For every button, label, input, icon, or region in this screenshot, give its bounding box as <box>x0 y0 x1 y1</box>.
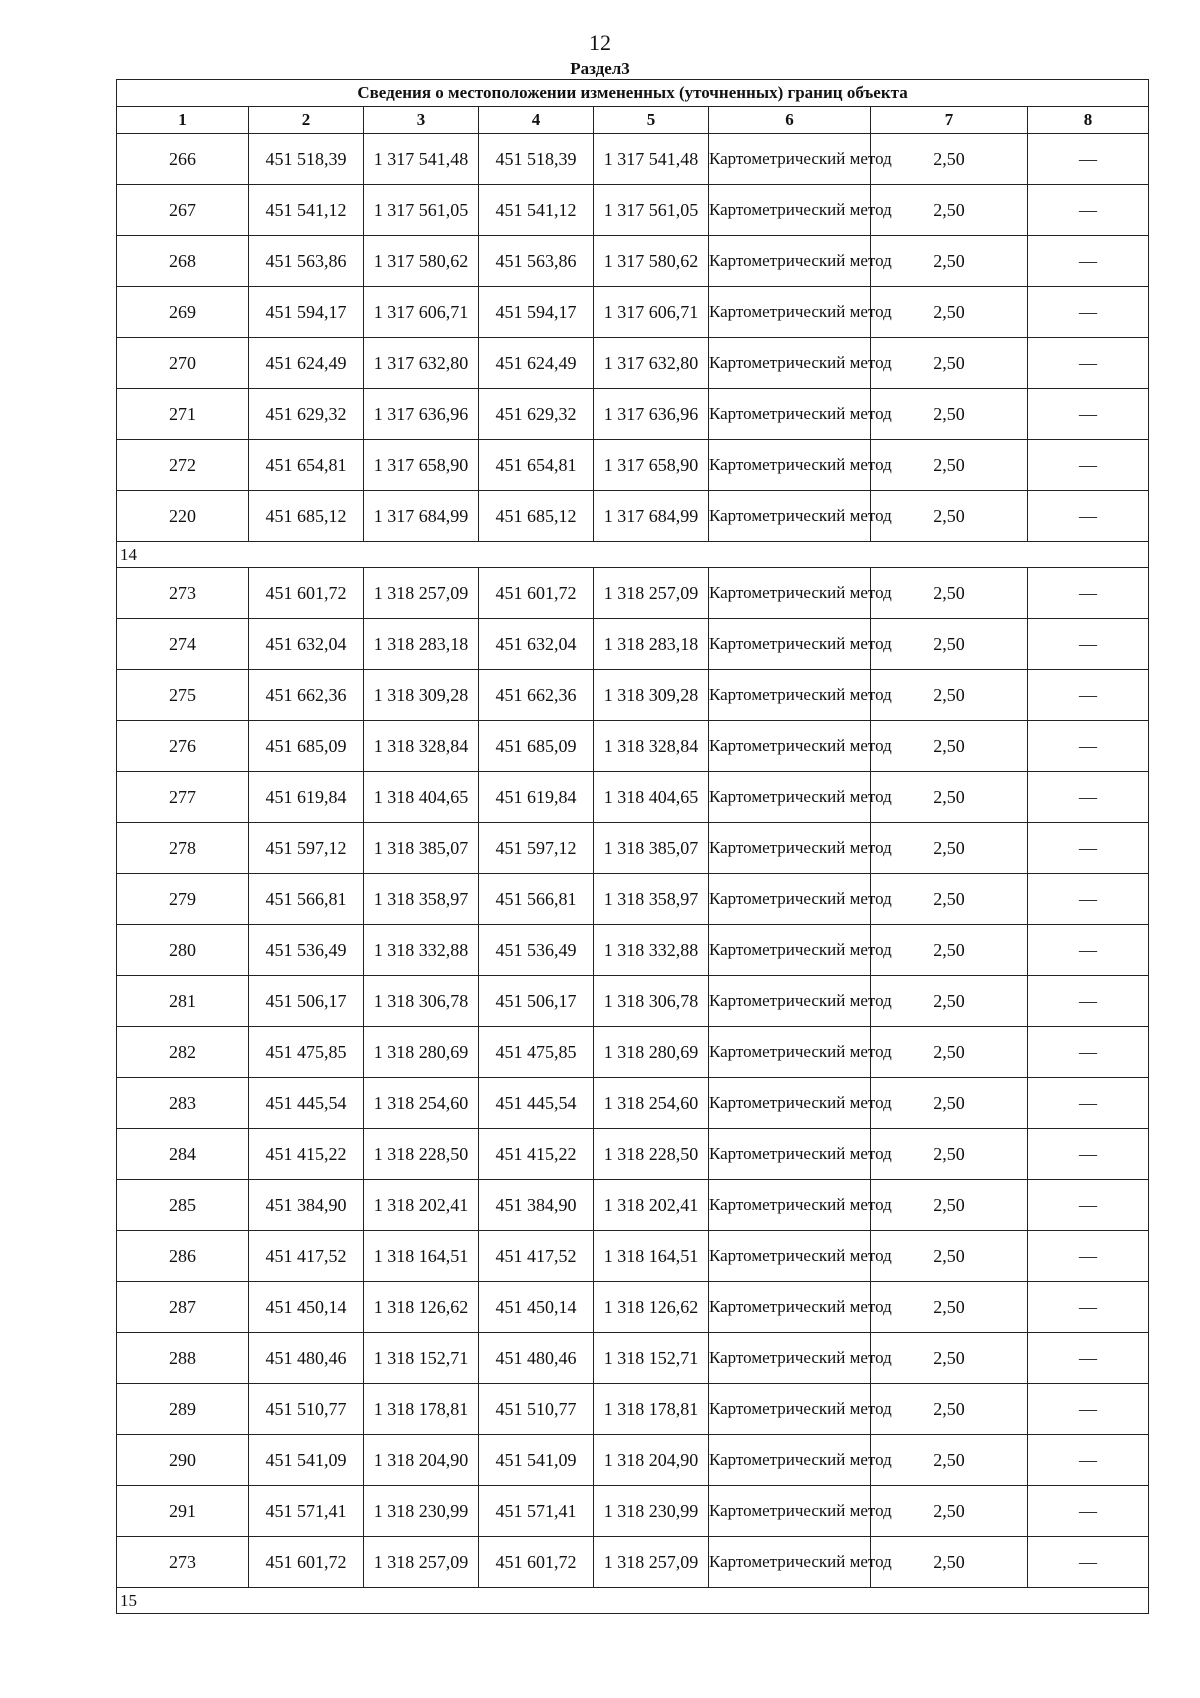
y-new-cell: 1 318 328,84 <box>594 721 709 772</box>
y-old-cell: 1 318 257,09 <box>364 1537 479 1588</box>
x-new-cell: 451 601,72 <box>479 568 594 619</box>
accuracy-cell: 2,50 <box>871 440 1028 491</box>
y-new-cell: 1 318 385,07 <box>594 823 709 874</box>
y-new-cell: 1 317 561,05 <box>594 185 709 236</box>
y-old-cell: 1 318 202,41 <box>364 1180 479 1231</box>
accuracy-cell: 2,50 <box>871 670 1028 721</box>
y-new-cell: 1 318 309,28 <box>594 670 709 721</box>
accuracy-cell: 2,50 <box>871 287 1028 338</box>
y-new-cell: 1 318 126,62 <box>594 1282 709 1333</box>
description-cell: — <box>1028 925 1149 976</box>
x-old-cell: 451 541,12 <box>249 185 364 236</box>
x-new-cell: 451 654,81 <box>479 440 594 491</box>
y-new-cell: 1 318 283,18 <box>594 619 709 670</box>
y-old-cell: 1 318 178,81 <box>364 1384 479 1435</box>
table-row <box>117 440 1149 491</box>
x-old-cell: 451 662,36 <box>249 670 364 721</box>
x-new-cell: 451 597,12 <box>479 823 594 874</box>
accuracy-cell: 2,50 <box>871 1078 1028 1129</box>
accuracy-cell: 2,50 <box>871 1537 1028 1588</box>
accuracy-cell: 2,50 <box>871 1180 1028 1231</box>
method-cell: Картометрический метод <box>709 976 871 1027</box>
description-cell: — <box>1028 976 1149 1027</box>
description-cell: — <box>1028 491 1149 542</box>
x-old-cell: 451 619,84 <box>249 772 364 823</box>
description-cell: — <box>1028 338 1149 389</box>
accuracy-cell: 2,50 <box>871 185 1028 236</box>
x-old-cell: 451 571,41 <box>249 1486 364 1537</box>
y-new-cell: 1 317 541,48 <box>594 134 709 185</box>
method-cell: Картометрический метод <box>709 1435 871 1486</box>
point-number-cell: 286 <box>117 1231 249 1282</box>
y-old-cell: 1 317 684,99 <box>364 491 479 542</box>
accuracy-cell: 2,50 <box>871 823 1028 874</box>
point-number-cell: 282 <box>117 1027 249 1078</box>
x-new-cell: 451 685,12 <box>479 491 594 542</box>
y-new-cell: 1 318 164,51 <box>594 1231 709 1282</box>
description-cell: — <box>1028 287 1149 338</box>
y-new-cell: 1 318 230,99 <box>594 1486 709 1537</box>
y-new-cell: 1 318 257,09 <box>594 1537 709 1588</box>
accuracy-cell: 2,50 <box>871 1435 1028 1486</box>
accuracy-cell: 2,50 <box>871 1129 1028 1180</box>
table-row <box>117 389 1149 440</box>
description-cell: — <box>1028 134 1149 185</box>
y-new-cell: 1 317 606,71 <box>594 287 709 338</box>
table-row <box>117 1537 1149 1588</box>
table-row <box>117 1486 1149 1537</box>
point-number-cell: 276 <box>117 721 249 772</box>
description-cell: — <box>1028 874 1149 925</box>
y-new-cell: 1 318 228,50 <box>594 1129 709 1180</box>
point-number-cell: 270 <box>117 338 249 389</box>
y-old-cell: 1 318 328,84 <box>364 721 479 772</box>
method-cell: Картометрический метод <box>709 721 871 772</box>
description-cell: — <box>1028 1078 1149 1129</box>
contour-label-row <box>117 1588 1149 1614</box>
point-number-cell: 284 <box>117 1129 249 1180</box>
y-old-cell: 1 318 204,90 <box>364 1435 479 1486</box>
description-cell: — <box>1028 772 1149 823</box>
column-number: 4 <box>479 107 594 134</box>
description-cell: — <box>1028 1027 1149 1078</box>
point-number-cell: 281 <box>117 976 249 1027</box>
table-row <box>117 1384 1149 1435</box>
description-cell: — <box>1028 1384 1149 1435</box>
x-new-cell: 451 571,41 <box>479 1486 594 1537</box>
y-new-cell: 1 318 152,71 <box>594 1333 709 1384</box>
x-new-cell: 451 566,81 <box>479 874 594 925</box>
method-cell: Картометрический метод <box>709 670 871 721</box>
accuracy-cell: 2,50 <box>871 1384 1028 1435</box>
method-cell: Картометрический метод <box>709 287 871 338</box>
point-number-cell: 283 <box>117 1078 249 1129</box>
x-new-cell: 451 445,54 <box>479 1078 594 1129</box>
table-row <box>117 568 1149 619</box>
method-cell: Картометрический метод <box>709 823 871 874</box>
table-row <box>117 619 1149 670</box>
accuracy-cell: 2,50 <box>871 389 1028 440</box>
x-new-cell: 451 685,09 <box>479 721 594 772</box>
y-old-cell: 1 318 358,97 <box>364 874 479 925</box>
column-number: 1 <box>117 107 249 134</box>
y-old-cell: 1 318 306,78 <box>364 976 479 1027</box>
method-cell: Картометрический метод <box>709 619 871 670</box>
table-row <box>117 287 1149 338</box>
point-number-cell: 285 <box>117 1180 249 1231</box>
method-cell: Картометрический метод <box>709 389 871 440</box>
method-cell: Картометрический метод <box>709 925 871 976</box>
method-cell: Картометрический метод <box>709 1231 871 1282</box>
x-old-cell: 451 518,39 <box>249 134 364 185</box>
point-number-cell: 279 <box>117 874 249 925</box>
column-number: 6 <box>709 107 871 134</box>
y-old-cell: 1 317 606,71 <box>364 287 479 338</box>
point-number-cell: 288 <box>117 1333 249 1384</box>
method-cell: Картометрический метод <box>709 568 871 619</box>
accuracy-cell: 2,50 <box>871 772 1028 823</box>
accuracy-cell: 2,50 <box>871 236 1028 287</box>
y-old-cell: 1 318 230,99 <box>364 1486 479 1537</box>
description-cell: — <box>1028 568 1149 619</box>
description-cell: — <box>1028 1537 1149 1588</box>
accuracy-cell: 2,50 <box>871 1027 1028 1078</box>
y-old-cell: 1 318 257,09 <box>364 568 479 619</box>
point-number-cell: 278 <box>117 823 249 874</box>
y-old-cell: 1 318 152,71 <box>364 1333 479 1384</box>
x-new-cell: 451 480,46 <box>479 1333 594 1384</box>
method-cell: Картометрический метод <box>709 1078 871 1129</box>
description-cell: — <box>1028 721 1149 772</box>
description-cell: — <box>1028 236 1149 287</box>
point-number-cell: 289 <box>117 1384 249 1435</box>
method-cell: Картометрический метод <box>709 491 871 542</box>
table-row <box>117 976 1149 1027</box>
table-caption: Сведения о местоположении измененных (уточненных) границ объекта <box>117 80 1149 107</box>
x-old-cell: 451 654,81 <box>249 440 364 491</box>
x-old-cell: 451 601,72 <box>249 1537 364 1588</box>
x-old-cell: 451 624,49 <box>249 338 364 389</box>
y-new-cell: 1 318 358,97 <box>594 874 709 925</box>
method-cell: Картометрический метод <box>709 440 871 491</box>
accuracy-cell: 2,50 <box>871 338 1028 389</box>
y-old-cell: 1 317 636,96 <box>364 389 479 440</box>
y-old-cell: 1 317 632,80 <box>364 338 479 389</box>
x-new-cell: 451 510,77 <box>479 1384 594 1435</box>
method-cell: Картометрический метод <box>709 1027 871 1078</box>
accuracy-cell: 2,50 <box>871 874 1028 925</box>
y-old-cell: 1 318 332,88 <box>364 925 479 976</box>
y-new-cell: 1 318 280,69 <box>594 1027 709 1078</box>
table-row <box>117 1180 1149 1231</box>
accuracy-cell: 2,50 <box>871 491 1028 542</box>
table-row <box>117 772 1149 823</box>
x-new-cell: 451 415,22 <box>479 1129 594 1180</box>
x-old-cell: 451 597,12 <box>249 823 364 874</box>
point-number-cell: 268 <box>117 236 249 287</box>
table-row <box>117 1282 1149 1333</box>
y-new-cell: 1 318 404,65 <box>594 772 709 823</box>
description-cell: — <box>1028 185 1149 236</box>
x-old-cell: 451 563,86 <box>249 236 364 287</box>
page-number: 12 <box>589 30 611 55</box>
y-new-cell: 1 317 636,96 <box>594 389 709 440</box>
x-old-cell: 451 594,17 <box>249 287 364 338</box>
coordinates-table <box>116 79 1149 1614</box>
table-row <box>117 1078 1149 1129</box>
table-row <box>117 491 1149 542</box>
x-old-cell: 451 450,14 <box>249 1282 364 1333</box>
x-old-cell: 451 685,09 <box>249 721 364 772</box>
method-cell: Картометрический метод <box>709 338 871 389</box>
y-old-cell: 1 318 283,18 <box>364 619 479 670</box>
point-number-cell: 291 <box>117 1486 249 1537</box>
x-new-cell: 451 594,17 <box>479 287 594 338</box>
x-old-cell: 451 445,54 <box>249 1078 364 1129</box>
table-row <box>117 823 1149 874</box>
accuracy-cell: 2,50 <box>871 925 1028 976</box>
x-new-cell: 451 632,04 <box>479 619 594 670</box>
method-cell: Картометрический метод <box>709 1180 871 1231</box>
y-old-cell: 1 318 280,69 <box>364 1027 479 1078</box>
y-old-cell: 1 318 404,65 <box>364 772 479 823</box>
x-new-cell: 451 475,85 <box>479 1027 594 1078</box>
method-cell: Картометрический метод <box>709 1384 871 1435</box>
y-new-cell: 1 317 684,99 <box>594 491 709 542</box>
x-old-cell: 451 541,09 <box>249 1435 364 1486</box>
description-cell: — <box>1028 440 1149 491</box>
x-new-cell: 451 450,14 <box>479 1282 594 1333</box>
method-cell: Картометрический метод <box>709 185 871 236</box>
x-old-cell: 451 536,49 <box>249 925 364 976</box>
y-new-cell: 1 317 632,80 <box>594 338 709 389</box>
point-number-cell: 271 <box>117 389 249 440</box>
x-old-cell: 451 510,77 <box>249 1384 364 1435</box>
accuracy-cell: 2,50 <box>871 1282 1028 1333</box>
x-new-cell: 451 662,36 <box>479 670 594 721</box>
table-row <box>117 1231 1149 1282</box>
point-number-cell: 269 <box>117 287 249 338</box>
point-number-cell: 272 <box>117 440 249 491</box>
table-row <box>117 1129 1149 1180</box>
column-number: 8 <box>1028 107 1149 134</box>
point-number-cell: 280 <box>117 925 249 976</box>
accuracy-cell: 2,50 <box>871 1231 1028 1282</box>
point-number-cell: 266 <box>117 134 249 185</box>
y-old-cell: 1 318 228,50 <box>364 1129 479 1180</box>
table-row <box>117 1435 1149 1486</box>
y-new-cell: 1 318 178,81 <box>594 1384 709 1435</box>
y-new-cell: 1 317 658,90 <box>594 440 709 491</box>
description-cell: — <box>1028 1129 1149 1180</box>
description-cell: — <box>1028 823 1149 874</box>
description-cell: — <box>1028 1486 1149 1537</box>
description-cell: — <box>1028 1231 1149 1282</box>
table-row <box>117 236 1149 287</box>
column-number-row <box>117 107 1149 134</box>
method-cell: Картометрический метод <box>709 1333 871 1384</box>
x-new-cell: 451 536,49 <box>479 925 594 976</box>
x-new-cell: 451 601,72 <box>479 1537 594 1588</box>
x-new-cell: 451 506,17 <box>479 976 594 1027</box>
method-cell: Картометрический метод <box>709 772 871 823</box>
point-number-cell: 290 <box>117 1435 249 1486</box>
point-number-cell: 273 <box>117 568 249 619</box>
accuracy-cell: 2,50 <box>871 1333 1028 1384</box>
x-new-cell: 451 629,32 <box>479 389 594 440</box>
method-cell: Картометрический метод <box>709 1129 871 1180</box>
x-old-cell: 451 480,46 <box>249 1333 364 1384</box>
description-cell: — <box>1028 619 1149 670</box>
y-old-cell: 1 317 541,48 <box>364 134 479 185</box>
accuracy-cell: 2,50 <box>871 976 1028 1027</box>
description-cell: — <box>1028 670 1149 721</box>
table-row <box>117 1027 1149 1078</box>
description-cell: — <box>1028 1282 1149 1333</box>
x-old-cell: 451 632,04 <box>249 619 364 670</box>
table-row <box>117 874 1149 925</box>
point-number-cell: 273 <box>117 1537 249 1588</box>
x-new-cell: 451 541,12 <box>479 185 594 236</box>
y-new-cell: 1 318 332,88 <box>594 925 709 976</box>
point-number-cell: 274 <box>117 619 249 670</box>
method-cell: Картометрический метод <box>709 1282 871 1333</box>
x-new-cell: 451 417,52 <box>479 1231 594 1282</box>
description-cell: — <box>1028 1180 1149 1231</box>
column-number: 5 <box>594 107 709 134</box>
x-new-cell: 451 624,49 <box>479 338 594 389</box>
description-cell: — <box>1028 1333 1149 1384</box>
y-new-cell: 1 317 580,62 <box>594 236 709 287</box>
x-new-cell: 451 563,86 <box>479 236 594 287</box>
contour-label: 15 <box>117 1588 1149 1614</box>
accuracy-cell: 2,50 <box>871 134 1028 185</box>
table-row <box>117 1333 1149 1384</box>
x-new-cell: 451 619,84 <box>479 772 594 823</box>
method-cell: Картометрический метод <box>709 134 871 185</box>
description-cell: — <box>1028 389 1149 440</box>
table-row <box>117 721 1149 772</box>
y-new-cell: 1 318 257,09 <box>594 568 709 619</box>
point-number-cell: 287 <box>117 1282 249 1333</box>
accuracy-cell: 2,50 <box>871 568 1028 619</box>
y-old-cell: 1 318 126,62 <box>364 1282 479 1333</box>
contour-label-row <box>117 542 1149 568</box>
table-row <box>117 925 1149 976</box>
x-old-cell: 451 475,85 <box>249 1027 364 1078</box>
y-new-cell: 1 318 204,90 <box>594 1435 709 1486</box>
column-number: 7 <box>871 107 1028 134</box>
y-new-cell: 1 318 306,78 <box>594 976 709 1027</box>
x-new-cell: 451 384,90 <box>479 1180 594 1231</box>
x-old-cell: 451 601,72 <box>249 568 364 619</box>
x-old-cell: 451 384,90 <box>249 1180 364 1231</box>
point-number-cell: 275 <box>117 670 249 721</box>
table-row <box>117 670 1149 721</box>
table-body <box>117 134 1149 1614</box>
contour-label: 14 <box>117 542 1149 568</box>
y-old-cell: 1 318 309,28 <box>364 670 479 721</box>
y-new-cell: 1 318 202,41 <box>594 1180 709 1231</box>
x-new-cell: 451 541,09 <box>479 1435 594 1486</box>
x-old-cell: 451 415,22 <box>249 1129 364 1180</box>
table-row <box>117 338 1149 389</box>
section-title: Раздел3 <box>570 59 630 78</box>
y-old-cell: 1 317 580,62 <box>364 236 479 287</box>
point-number-cell: 277 <box>117 772 249 823</box>
method-cell: Картометрический метод <box>709 874 871 925</box>
x-old-cell: 451 685,12 <box>249 491 364 542</box>
column-number: 2 <box>249 107 364 134</box>
table-row <box>117 134 1149 185</box>
column-number: 3 <box>364 107 479 134</box>
method-cell: Картометрический метод <box>709 1486 871 1537</box>
y-old-cell: 1 318 164,51 <box>364 1231 479 1282</box>
method-cell: Картометрический метод <box>709 236 871 287</box>
x-old-cell: 451 506,17 <box>249 976 364 1027</box>
accuracy-cell: 2,50 <box>871 721 1028 772</box>
x-old-cell: 451 417,52 <box>249 1231 364 1282</box>
x-old-cell: 451 629,32 <box>249 389 364 440</box>
y-old-cell: 1 318 254,60 <box>364 1078 479 1129</box>
y-old-cell: 1 317 561,05 <box>364 185 479 236</box>
accuracy-cell: 2,50 <box>871 619 1028 670</box>
method-cell: Картометрический метод <box>709 1537 871 1588</box>
x-old-cell: 451 566,81 <box>249 874 364 925</box>
table-caption-row <box>117 80 1149 107</box>
accuracy-cell: 2,50 <box>871 1486 1028 1537</box>
point-number-cell: 220 <box>117 491 249 542</box>
y-old-cell: 1 317 658,90 <box>364 440 479 491</box>
table-row <box>117 185 1149 236</box>
y-old-cell: 1 318 385,07 <box>364 823 479 874</box>
description-cell: — <box>1028 1435 1149 1486</box>
point-number-cell: 267 <box>117 185 249 236</box>
y-new-cell: 1 318 254,60 <box>594 1078 709 1129</box>
x-new-cell: 451 518,39 <box>479 134 594 185</box>
